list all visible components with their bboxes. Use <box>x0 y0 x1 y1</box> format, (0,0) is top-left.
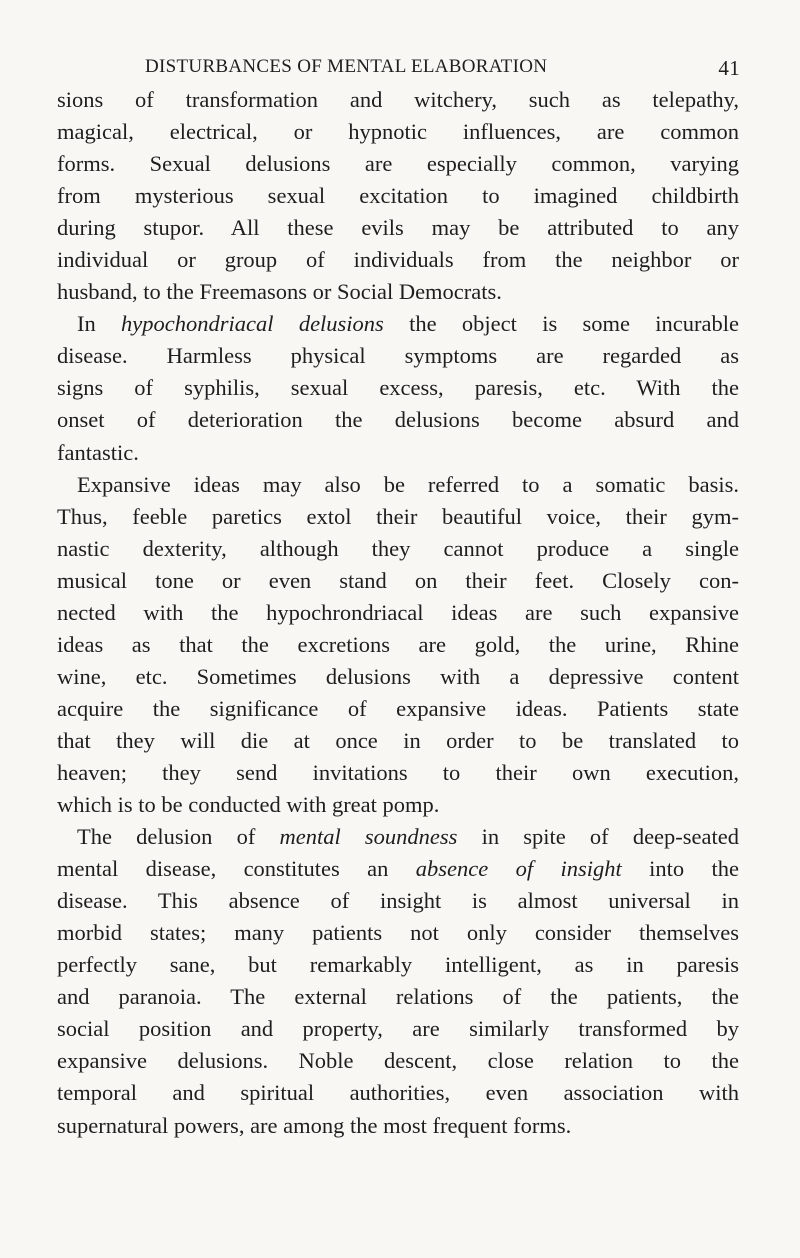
text-line <box>57 853 739 885</box>
text-segment: expansive delusions. Noble descent, close relation to the <box>57 1048 739 1074</box>
paragraph <box>57 84 739 308</box>
text-segment: onset of deterioration the delusions become absurd and <box>57 407 739 433</box>
text-line <box>57 821 739 853</box>
text-segment: disease. This absence of insight is almost universal in <box>57 888 739 914</box>
text-segment: mental disease, constitutes an <box>57 856 416 882</box>
text-segment: that they will die at once in order to be translated to <box>57 727 739 753</box>
text-segment: into the <box>621 856 739 882</box>
text-segment: which is to be conducted with great pomp. <box>57 792 440 818</box>
text-segment: signs of syphilis, sexual excess, paresis, etc. With the <box>57 375 739 401</box>
text-segment: social position and property, are similarly transformed by <box>57 1016 739 1042</box>
text-line <box>57 1077 739 1109</box>
text-line <box>57 340 739 372</box>
text-line <box>57 469 739 501</box>
text-segment: from mysterious sexual excitation to imagined childbirth <box>57 183 739 209</box>
text-line <box>57 1110 739 1142</box>
text-line <box>57 276 739 308</box>
text-segment: musical tone or even stand on their feet. Closely con- <box>57 567 739 593</box>
text-line <box>57 244 739 276</box>
text-line <box>57 1045 739 1077</box>
text-line <box>57 116 739 148</box>
text-line <box>57 629 739 661</box>
text-segment: The delusion of <box>77 824 280 850</box>
text-segment: temporal and spiritual authorities, even association with <box>57 1080 739 1106</box>
page-number: 41 <box>718 56 740 80</box>
text-segment: acquire the significance of expansive ideas. Patients state <box>57 695 739 721</box>
running-title: DISTURBANCES OF MENTAL ELABORATION <box>145 56 548 77</box>
text-segment: forms. Sexual delusions are especially common, varying <box>57 151 739 177</box>
text-line <box>57 597 739 629</box>
text-segment: individual or group of individuals from the neighbor or <box>57 247 739 273</box>
page-header <box>57 56 740 86</box>
text-segment: morbid states; many patients not only consider themselves <box>57 920 739 946</box>
text-line <box>57 981 739 1013</box>
italic-text: mental soundness <box>279 824 458 850</box>
text-segment: magical, electrical, or hypnotic influences, are common <box>57 119 739 145</box>
text-segment: Thus, feeble paretics extol their beautiful voice, their gym- <box>57 503 739 529</box>
paragraph <box>57 469 739 822</box>
text-line <box>57 917 739 949</box>
text-segment: wine, etc. Sometimes delusions with a depressive content <box>57 663 739 689</box>
text-line <box>57 533 739 565</box>
text-line <box>57 565 739 597</box>
text-segment: in spite of deep-seated <box>457 824 739 850</box>
paragraph <box>57 821 739 1141</box>
text-line <box>57 404 739 436</box>
text-segment: In <box>77 311 122 337</box>
text-line <box>57 661 739 693</box>
text-line <box>57 949 739 981</box>
text-segment: Expansive ideas may also be referred to a somatic basis. <box>77 471 739 497</box>
text-segment: the object is some incurable <box>383 311 739 337</box>
text-segment: nastic dexterity, although they cannot produce a single <box>57 535 739 561</box>
text-segment: ideas as that the excretions are gold, the urine, Rhine <box>57 631 739 657</box>
text-line <box>57 1013 739 1045</box>
text-line <box>57 789 739 821</box>
text-segment: nected with the hypochrondriacal ideas are such expansive <box>57 599 739 625</box>
text-line <box>57 180 739 212</box>
paragraph <box>57 308 739 468</box>
text-line <box>57 757 739 789</box>
text-line <box>57 693 739 725</box>
text-line <box>57 501 739 533</box>
text-line <box>57 212 739 244</box>
text-line <box>57 372 739 404</box>
italic-text: hypochondriacal delusions <box>121 311 384 337</box>
text-line <box>57 84 739 116</box>
text-segment: and paranoia. The external relations of the patients, the <box>57 984 739 1010</box>
text-line <box>57 725 739 757</box>
text-segment: sions of transformation and witchery, such as telepathy, <box>57 87 739 112</box>
text-segment: disease. Harmless physical symptoms are regarded as <box>57 343 739 369</box>
text-line <box>57 308 739 340</box>
italic-text: absence of insight <box>415 856 622 882</box>
text-segment: husband, to the Freemasons or Social Democrats. <box>57 279 502 305</box>
text-segment: fantastic. <box>57 439 139 465</box>
text-line <box>57 885 739 917</box>
text-segment: during stupor. All these evils may be attributed to any <box>57 215 739 241</box>
text-segment: heaven; they send invitations to their own execution, <box>57 759 739 785</box>
text-segment: supernatural powers, are among the most frequent forms. <box>57 1112 572 1138</box>
text-line <box>57 148 739 180</box>
body-text <box>57 84 739 1142</box>
text-line <box>57 437 739 469</box>
text-segment: perfectly sane, but remarkably intelligent, as in paresis <box>57 952 739 978</box>
